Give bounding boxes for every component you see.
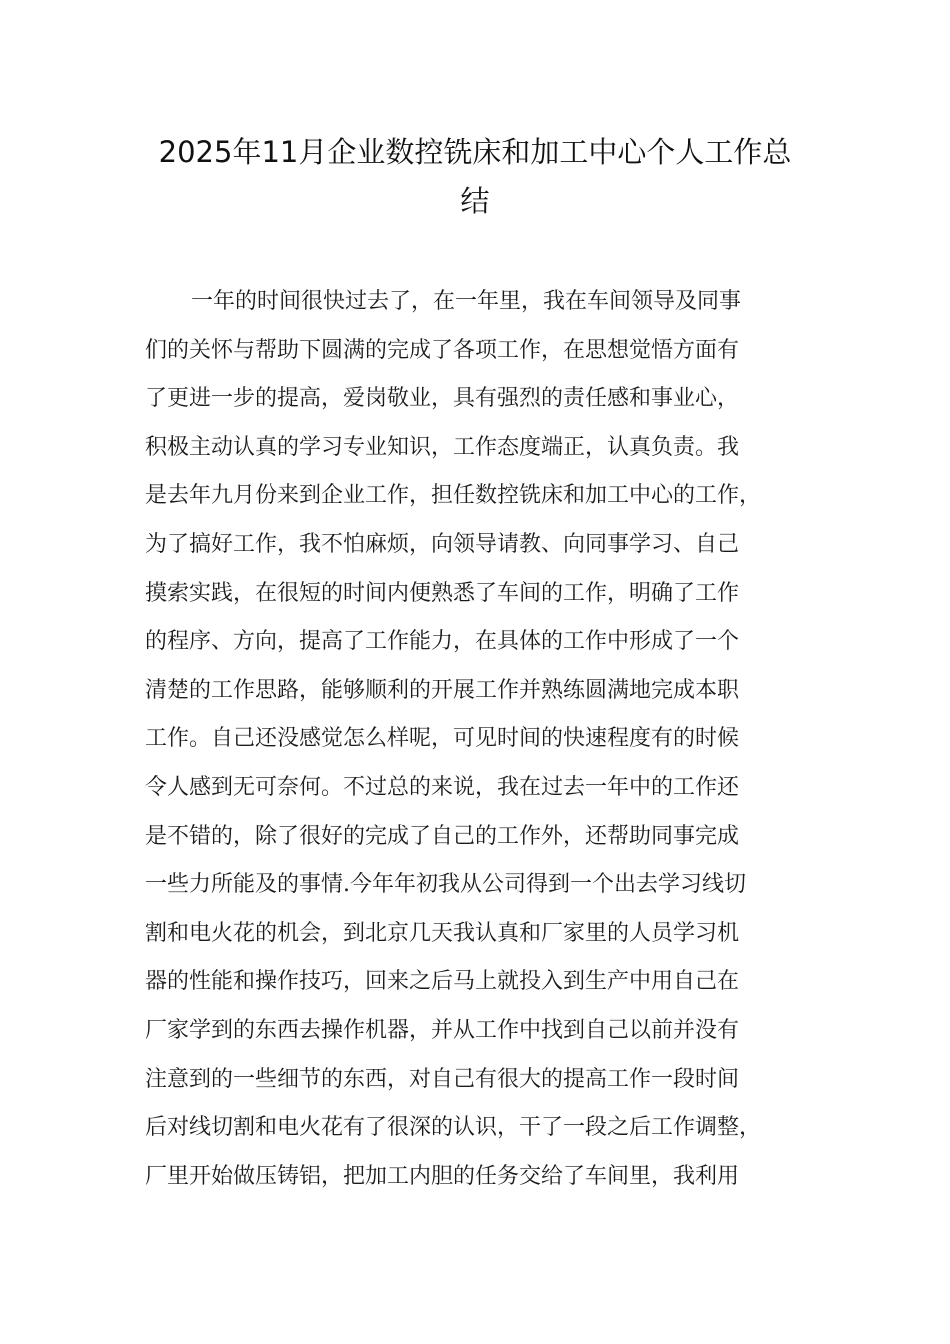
body-line: 后对线切割和电火花有了很深的认识，干了一段之后工作调整， <box>145 1115 762 1141</box>
body-line: 一些力所能及的事情.今年年初我从公司得到一个出去学习线切 <box>145 872 746 898</box>
body-line: 为了搞好工作，我不怕麻烦，向领导请教、向同事学习、自己 <box>145 531 740 557</box>
body-line: 的程序、方向，提高了工作能力，在具体的工作中形成了一个 <box>145 629 740 655</box>
body-line: 了更进一步的提高，爱岗敬业，具有强烈的责任感和事业心， <box>145 386 740 412</box>
body-line: 注意到的一些细节的东西，对自己有很大的提高工作一段时间 <box>145 1066 740 1092</box>
body-line: 是去年九月份来到企业工作，担任数控铣床和加工中心的工作， <box>145 483 762 509</box>
body-line: 一年的时间很快过去了，在一年里，我在车间领导及同事 <box>191 289 742 314</box>
document-title-line-2: 结 <box>460 184 490 218</box>
body-line: 们的关怀与帮助下圆满的完成了各项工作，在思想觉悟方面有 <box>145 337 740 363</box>
body-line: 厂家学到的东西去操作机器，并从工作中找到自己以前并没有 <box>145 1017 740 1043</box>
body-line: 割和电火花的机会，到北京几天我认真和厂家里的人员学习机 <box>145 920 740 946</box>
body-line: 厂里开始做压铸铝，把加工内胆的任务交给了车间里，我利用 <box>145 1163 740 1189</box>
body-line: 器的性能和操作技巧，回来之后马上就投入到生产中用自己在 <box>145 969 740 995</box>
body-line: 摸索实践，在很短的时间内便熟悉了车间的工作，明确了工作 <box>145 580 740 606</box>
document-title-line-1: 2025年11月企业数控铣床和加工中心个人工作总 <box>158 135 792 169</box>
body-line: 是不错的，除了很好的完成了自己的工作外，还帮助同事完成 <box>145 823 740 849</box>
body-line: 令人感到无可奈何。不过总的来说，我在过去一年中的工作还 <box>145 774 740 800</box>
body-line: 清楚的工作思路，能够顺利的开展工作并熟练圆满地完成本职 <box>145 677 740 703</box>
document-body <box>145 278 835 1201</box>
body-line: 工作。自己还没感觉怎么样呢，可见时间的快速程度有的时候 <box>145 726 740 752</box>
body-line: 积极主动认真的学习专业知识，工作态度端正，认真负责。我 <box>145 434 740 460</box>
